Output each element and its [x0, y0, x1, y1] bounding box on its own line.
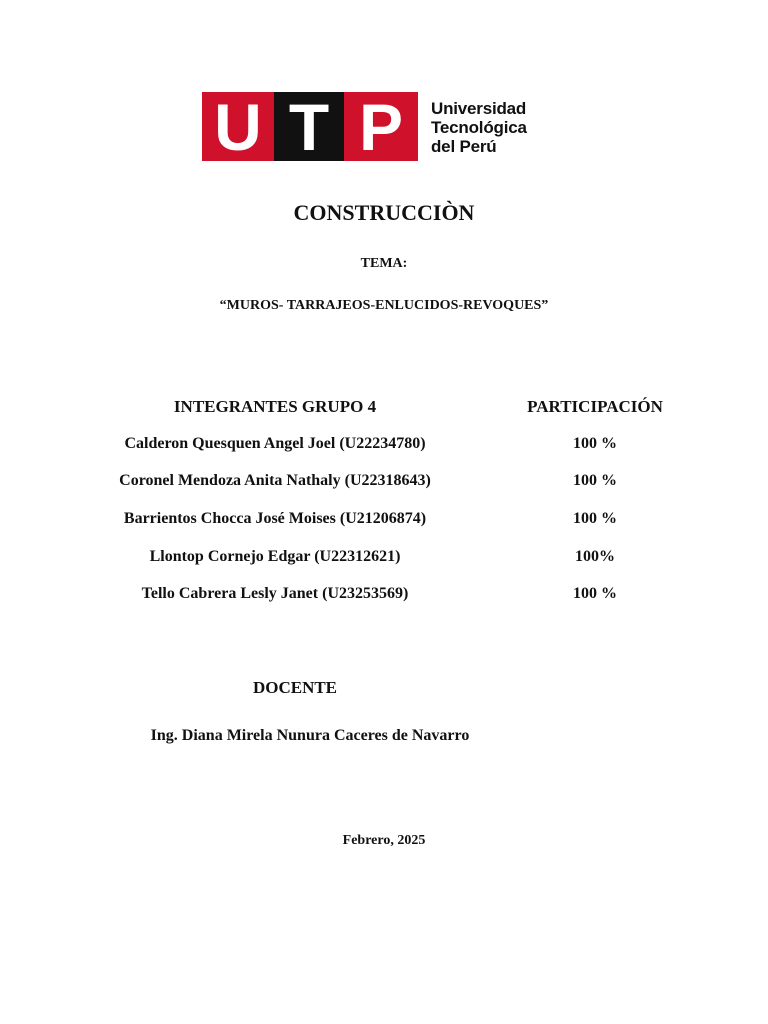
logo-letter-u: U — [202, 92, 274, 161]
logo-name-line: del Perú — [431, 137, 497, 156]
member-name: Coronel Mendoza Anita Nathaly (U22318643) — [119, 472, 431, 489]
logo-university-name — [431, 99, 527, 156]
member-participation: 100 % — [573, 510, 617, 527]
topic-value: “MUROS- TARRAJEOS-ENLUCIDOS-REVOQUES” — [219, 298, 549, 313]
members-column-header: INTEGRANTES GRUPO 4 — [173, 397, 377, 416]
topic-label: TEMA: — [360, 256, 408, 271]
member-name: Llontop Cornejo Edgar (U22312621) — [149, 548, 401, 565]
document-date: Febrero, 2025 — [342, 833, 426, 848]
member-name: Barrientos Chocca José Moises (U21206874) — [123, 510, 427, 527]
teacher-name: Ing. Diana Mirela Nunura Caceres de Navarro — [150, 727, 470, 744]
utp-logo — [202, 89, 542, 164]
logo-letter-t: T — [274, 92, 344, 161]
member-name: Calderon Quesquen Angel Joel (U22234780) — [124, 435, 426, 452]
logo-name-line: Tecnológica — [431, 118, 527, 137]
member-participation: 100 % — [573, 472, 617, 489]
member-name: Tello Cabrera Lesly Janet (U23253569) — [141, 585, 409, 602]
participation-column-header: PARTICIPACIÓN — [527, 397, 663, 416]
logo-letter-p: P — [344, 92, 418, 161]
teacher-label: DOCENTE — [252, 678, 338, 697]
member-participation: 100% — [575, 548, 615, 565]
member-participation: 100 % — [573, 435, 617, 452]
member-participation: 100 % — [573, 585, 617, 602]
logo-name-line: Universidad — [431, 99, 527, 118]
course-title: CONSTRUCCIÒN — [293, 200, 475, 225]
